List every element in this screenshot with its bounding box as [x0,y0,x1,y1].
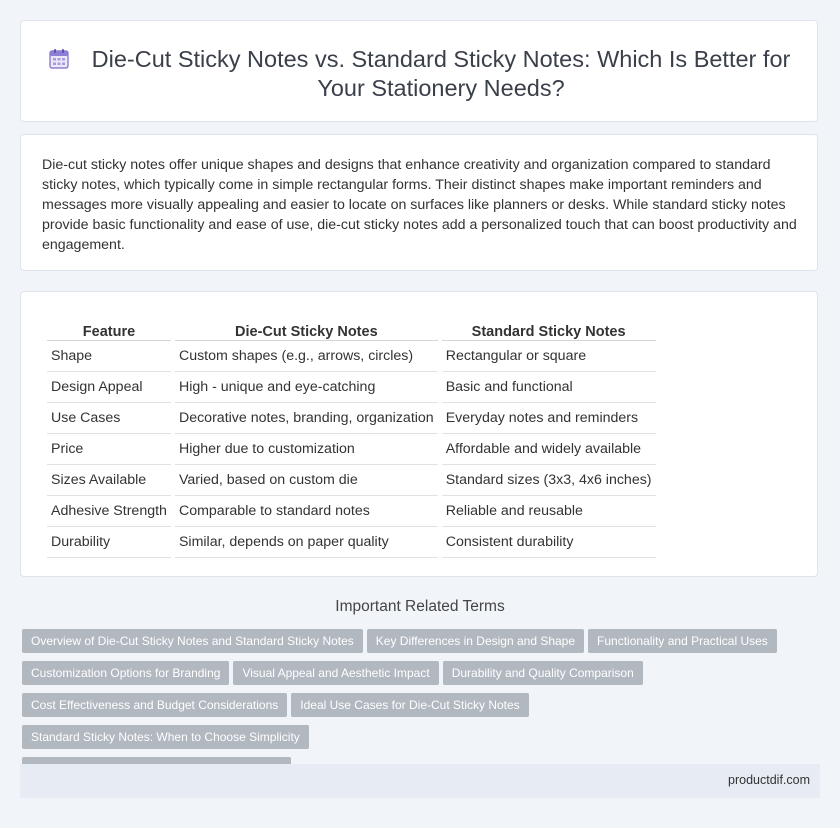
table-cell: Everyday notes and reminders [442,403,656,434]
table-cell: Varied, based on custom die [175,465,438,496]
table-cell: Shape [47,341,171,372]
table-cell: Rectangular or square [442,341,656,372]
table-row [47,341,656,372]
table-row [47,372,656,403]
related-term-tag[interactable]: Cost Effectiveness and Budget Considerations [22,693,287,717]
related-term-tag[interactable]: Functionality and Practical Uses [588,629,777,653]
related-term-tag[interactable]: Visual Appeal and Aesthetic Impact [233,661,438,685]
column-header: Die-Cut Sticky Notes [175,316,438,341]
table-header-row [47,316,656,341]
table-cell: High - unique and eye-catching [175,372,438,403]
title-card [20,20,818,122]
table-cell: Sizes Available [47,465,171,496]
related-term-tag[interactable]: Key Differences in Design and Shape [367,629,584,653]
table-cell: Reliable and reusable [442,496,656,527]
table-cell: Adhesive Strength [47,496,171,527]
table-cell: Higher due to customization [175,434,438,465]
table-cell: Consistent durability [442,527,656,558]
table-cell: Use Cases [47,403,171,434]
table-cell: Comparable to standard notes [175,496,438,527]
related-term-tag[interactable]: Overview of Die-Cut Sticky Notes and Standard Sticky Notes [22,629,363,653]
site-name[interactable]: productdif.com [728,773,810,787]
comparison-table [43,316,660,558]
related-term-tag[interactable]: Ideal Use Cases for Die-Cut Sticky Notes [291,693,528,717]
column-header: Standard Sticky Notes [442,316,656,341]
table-row [47,527,656,558]
intro-paragraph: Die-cut sticky notes offer unique shapes and designs that enhance creativity and organization compared to standard sticky notes, which typically come in simple rectangular forms. Their distinct shapes make important reminders and messages more visually appealing and easier to locate on surfaces like planners or desks. While standard sticky notes provide basic functionality and ease of use, die-cut sticky notes add a personalized touch that can boost productivity and engagement. [42,157,797,253]
table-row [47,465,656,496]
table-cell: Price [47,434,171,465]
page-title: Die-Cut Sticky Notes vs. Standard Sticky Notes: Which Is Better for Your Stationery Needs? [91,46,791,101]
related-term-tag[interactable]: Durability and Quality Comparison [443,661,643,685]
table-cell: Basic and functional [442,372,656,403]
intro-card [20,134,818,271]
column-header: Feature [47,316,171,341]
table-row [47,434,656,465]
table-row [47,403,656,434]
table-cell: Custom shapes (e.g., arrows, circles) [175,341,438,372]
related-term-tag[interactable]: Standard Sticky Notes: When to Choose Simplicity [22,725,309,749]
table-row [47,496,656,527]
table-cell: Durability [47,527,171,558]
footer [20,764,820,798]
table-cell: Standard sizes (3x3, 4x6 inches) [442,465,656,496]
table-cell: Decorative notes, branding, organization [175,403,438,434]
comparison-card [20,291,818,577]
related-term-tag[interactable]: Customization Options for Branding [22,661,229,685]
calendar-icon [48,48,70,75]
related-terms-heading: Important Related Terms [335,598,505,615]
table-cell: Design Appeal [47,372,171,403]
table-cell: Affordable and widely available [442,434,656,465]
table-cell: Similar, depends on paper quality [175,527,438,558]
